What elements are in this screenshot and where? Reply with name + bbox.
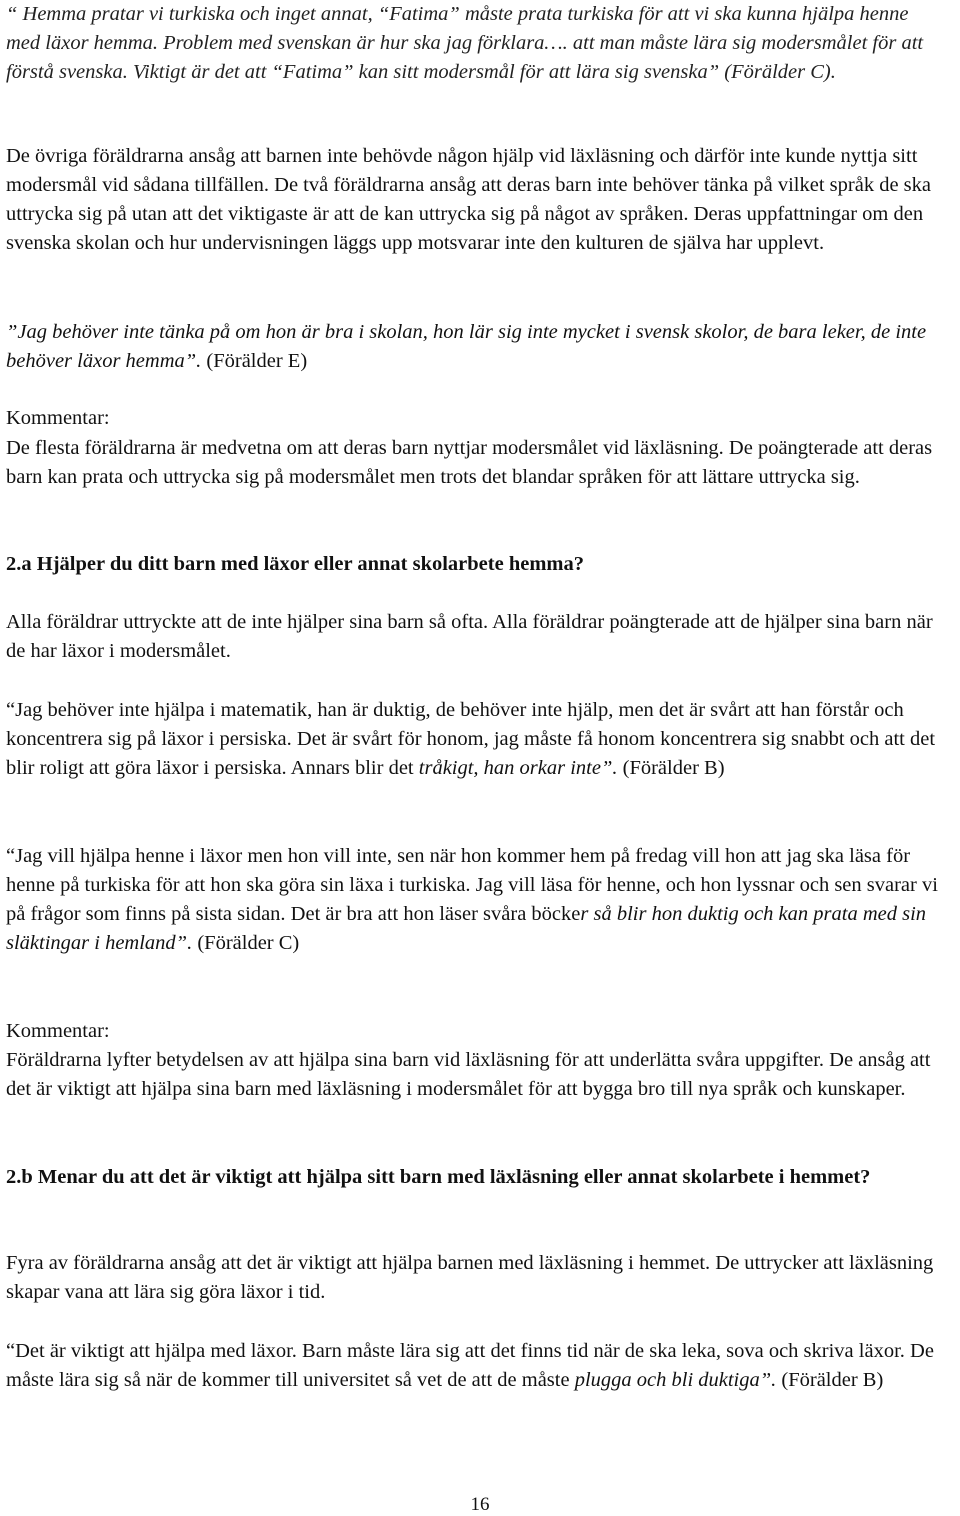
quote-parent-c-2a-italic: r så blir hon duktig och kan prata med sin släktingar i hemland”.	[6, 903, 927, 954]
paragraph-other-parents-part2: De två föräldrarna ansåg att deras barn inte behöver tänka på vilket språk de ska uttrycka sig på utan att det viktigaste är att de kan uttrycka sig på något av språken.	[6, 174, 932, 225]
comment-text-2: Föräldrarna lyfter betydelsen av att hjälpa sina barn vid läxläsning för att underlätta svåra uppgifter. De ansåg att det är viktigt att hjälpa sina barn med läxläsning i modersmålet för att bygga bro till nya språk och kunskaper.	[6, 1049, 931, 1100]
quote-parent-b-2b-text: “Det är viktigt att hjälpa med läxor. Barn måste lära sig att det finns tid när de ska leka, sova och skriva läxor. De måste lära sig så när de kommer till universitet så vet de att de måste	[6, 1340, 934, 1391]
heading-question-2a: 2.a Hjälper du ditt barn med läxor eller annat skolarbete hemma?	[6, 553, 584, 575]
quote-parent-c-intro: “ Hemma pratar vi turkiska och inget annat, “Fatima” måste prata turkiska för att vi ska kunna hjälpa henne med läxor hemma. Problem med svenskan är hur ska jag förklara…. att man måste lära sig modersmålet för att förstå svenska. Viktigt är det att “Fatima” kan sitt modersmål för att lära sig svenska” (Förälder C).	[6, 3, 924, 83]
quote-parent-b-2a-source: (Förälder B)	[617, 757, 725, 779]
quote-parent-e-text: ”Jag behöver inte tänka på om hon är bra i skolan, hon lär sig inte mycket i svensk skolor, de bara leker, de inte behöver läxor hemma”.	[6, 321, 927, 372]
answer-question-2b: Fyra av föräldrarna ansåg att det är viktigt att hjälpa barnen med läxläsning i hemmet. De uttrycker att läxläsning skapar vana att lära sig göra läxor i tid.	[6, 1252, 934, 1303]
comment-label-1: Kommentar:	[6, 407, 110, 429]
heading-question-2b: 2.b Menar du att det är viktigt att hjälpa sitt barn med läxläsning eller annat skolarbete i hemmet?	[6, 1166, 871, 1188]
paragraph-other-parents-part1: De övriga föräldrarna ansåg att barnen inte behövde någon hjälp vid läxläsning och därför inte kunde nyttja sitt modersmål vid sådana tillfällen.	[6, 145, 918, 196]
quote-parent-e-source: (Förälder E)	[201, 350, 308, 372]
quote-parent-b-2a-text: “Jag behöver inte hjälpa i matematik, han är duktig, de behöver inte hjälp, men det är svårt att han förstår och koncentrera sig på läxor i persiska. Det är svårt för honom, jag måste få honom koncentrera sig snabbt och att det blir roligt att göra läxor i persiska. Annars blir det	[6, 699, 936, 779]
quote-parent-b-2a-italic: tråkigt, han orkar inte”.	[418, 757, 618, 779]
comment-text-1: De flesta föräldrarna är medvetna om att deras barn nyttjar modersmålet vid läxläsning. De poängterade att deras barn kan prata och uttrycka sig på modersmålet men trots det blandar språken för att lättare uttrycka sig.	[6, 437, 933, 488]
paragraph-other-parents	[6, 142, 960, 258]
quote-parent-c-2a	[6, 842, 951, 958]
quote-parent-e	[6, 318, 956, 376]
page-number: 16	[470, 1494, 490, 1515]
quote-parent-b-2a	[6, 696, 951, 783]
quote-parent-c-2a-source: (Förälder C)	[192, 932, 300, 954]
quote-parent-b-2b	[6, 1337, 956, 1395]
quote-parent-c-2a-text: “Jag vill hjälpa henne i läxor men hon vill inte, sen när hon kommer hem på fredag vill hon att jag ska läsa för henne på turkiska för att hon ska göra sin läxa i turkiska. Jag vill läsa för henne, och hon lyssnar och sen svarar vi på frågor som finns på sista sidan. Det är bra att hon läser svåra böcke	[6, 845, 938, 925]
answer-question-2a: Alla föräldrar uttryckte att de inte hjälper sina barn så ofta. Alla föräldrar poängterade att de hjälper sina barn när de har läxor i modersmålet.	[6, 611, 933, 662]
quote-parent-b-2b-italic: plugga och bli duktiga”.	[574, 1369, 777, 1391]
comment-label-2: Kommentar:	[6, 1020, 110, 1042]
quote-parent-b-2b-source: (Förälder B)	[776, 1369, 884, 1391]
paragraph-other-parents-part3: Deras uppfattningar om den svenska skolan och hur undervisningen läggs upp motsvarar inte den kulturen de själva har upplevt.	[6, 203, 924, 254]
